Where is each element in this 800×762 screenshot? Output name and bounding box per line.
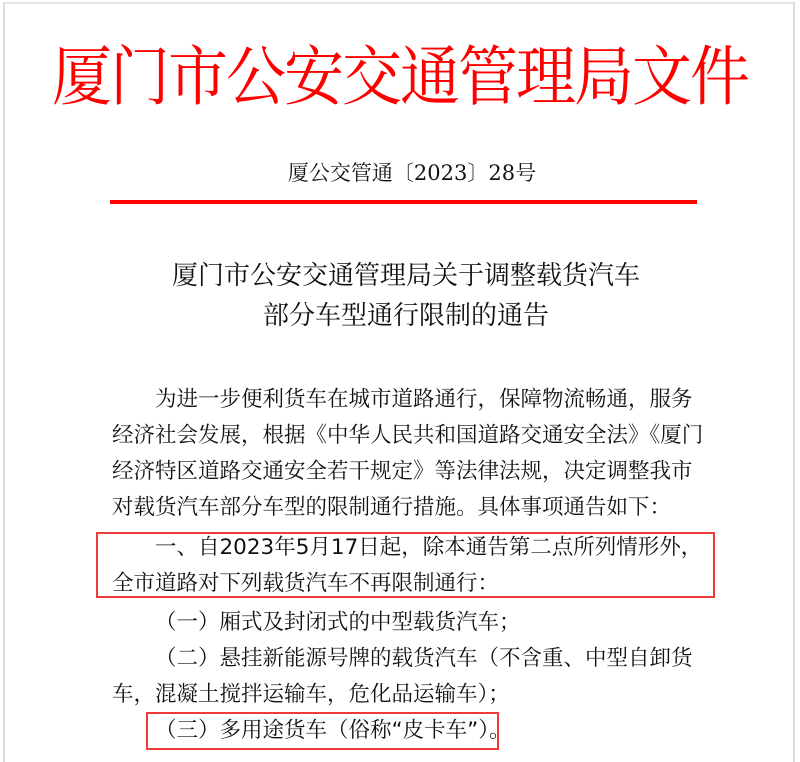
red-divider-line bbox=[110, 200, 697, 204]
issuer-header: 厦门市公安交通管理局文件 bbox=[52, 39, 748, 115]
intro-paragraph bbox=[112, 382, 712, 526]
item-one-text: 一、自2023年5月17日起，除本通告第二点所列情形外，全市道路对下列载货汽车不再限制通行： bbox=[112, 535, 703, 596]
sub-item-3: （三）多用途货车（俗称“皮卡车”）。 bbox=[155, 718, 511, 743]
sub-item-2: （二）悬挂新能源号牌的载货汽车（不含重、中型自卸货车，混凝土搅拌运输车，危化品运输车）； bbox=[112, 646, 693, 707]
notice-title-line-1: 厦门市公安交通管理局关于调整载货汽车 bbox=[171, 261, 640, 291]
highlight-box-sub-item-3 bbox=[146, 712, 499, 750]
sub-item-1: （一）厢式及封闭式的中型载货汽车； bbox=[155, 610, 521, 635]
intro-paragraph-text: 为进一步便利货车在城市道路通行，保障物流畅通，服务经济社会发展，根据《中华人民共和国道路交通安全法》《厦门经济特区道路交通安全若干规定》等法律法规，决定调整我市对载货汽车部分车型的限制通行措施。具体事项通告如下： bbox=[112, 387, 704, 520]
notice-title bbox=[0, 256, 800, 336]
document-number: 厦公交管通〔2023〕28号 bbox=[287, 161, 537, 185]
highlight-box-item-one bbox=[96, 532, 715, 598]
notice-title-line-2: 部分车型通行限制的通告 bbox=[262, 301, 549, 331]
